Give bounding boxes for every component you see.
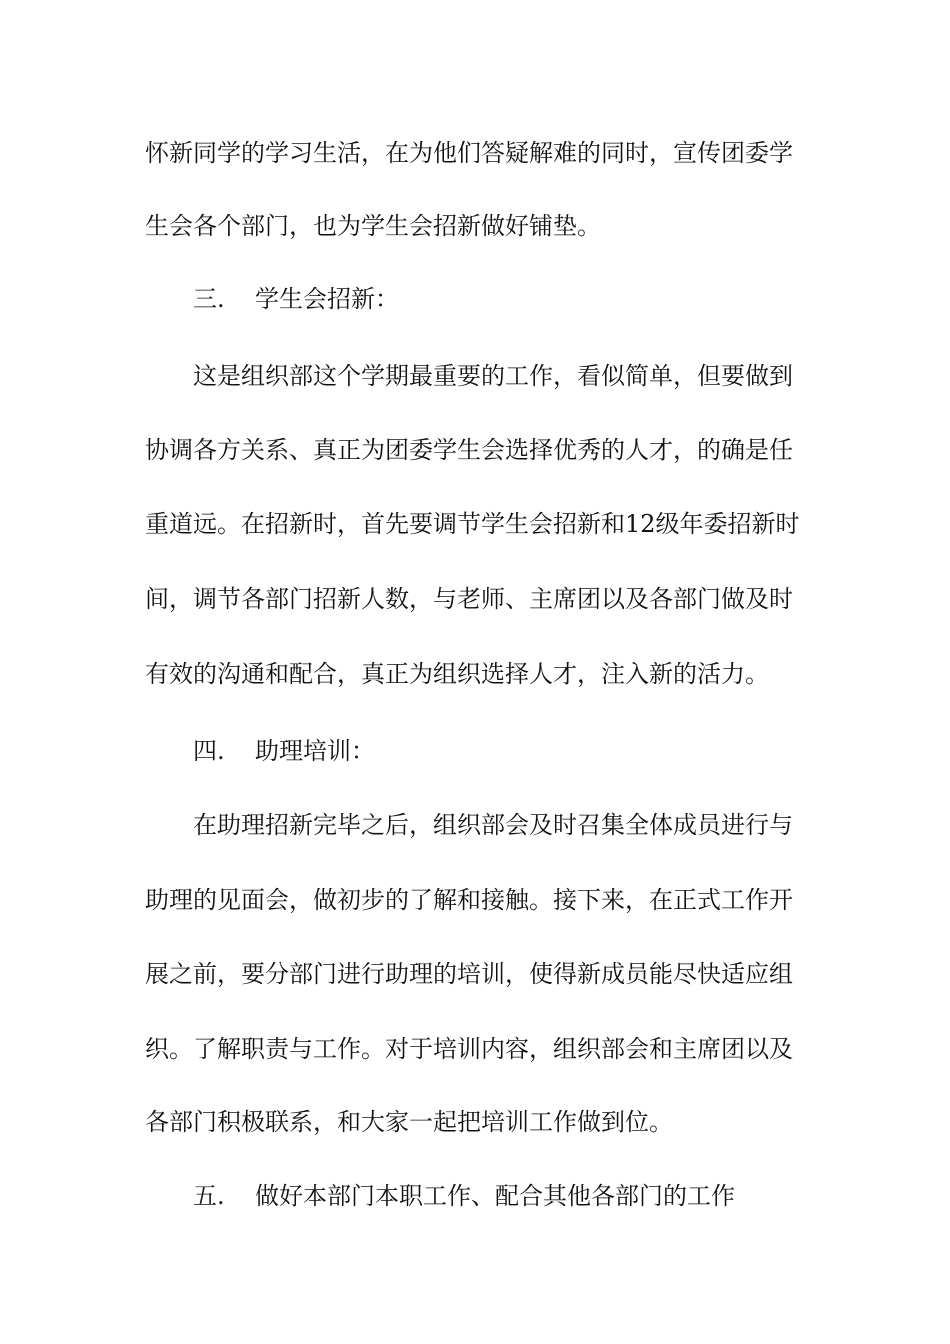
paragraph-line: 有效的沟通和配合，真正为组织选择人才，注入新的活力。 [145, 660, 769, 688]
section-heading-4 [193, 731, 873, 771]
paragraph-line: 协调各方关系、真正为团委学生会选择优秀的人才，的确是任 [145, 436, 793, 464]
section-heading-5 [193, 1176, 873, 1216]
heading-number: 三. [193, 285, 225, 313]
paragraph-line: 各部门积极联系，和大家一起把培训工作做到位。 [145, 1108, 673, 1136]
paragraph-line: 生会各个部门，也为学生会招新做好铺垫。 [145, 212, 601, 240]
paragraph-line: 展之前，要分部门进行助理的培训，使得新成员能尽快适应组 [145, 960, 793, 988]
paragraph-line: 重道远。在招新时，首先要调节学生会招新和12级年委招新时 [145, 510, 800, 538]
paragraph-line: 这是组织部这个学期最重要的工作，看似简单，但要做到 [193, 362, 793, 390]
section-heading-3 [193, 279, 873, 319]
paragraph-line: 间，调节各部门招新人数，与老师、主席团以及各部门做及时 [145, 585, 793, 613]
heading-title: 助理培训： [255, 737, 375, 765]
heading-title: 做好本部门本职工作、配合其他各部门的工作 [255, 1182, 735, 1210]
paragraph-line: 在助理招新完毕之后，组织部会及时召集全体成员进行与 [193, 811, 793, 839]
paragraph-line: 织。了解职责与工作。对于培训内容，组织部会和主席团以及 [145, 1035, 793, 1063]
heading-number: 四. [193, 737, 225, 765]
heading-number: 五. [193, 1182, 225, 1210]
paragraph-line: 助理的见面会，做初步的了解和接触。接下来，在正式工作开 [145, 886, 793, 914]
heading-title: 学生会招新： [255, 285, 399, 313]
paragraph-line: 怀新同学的学习生活，在为他们答疑解难的同时，宣传团委学 [145, 139, 793, 167]
